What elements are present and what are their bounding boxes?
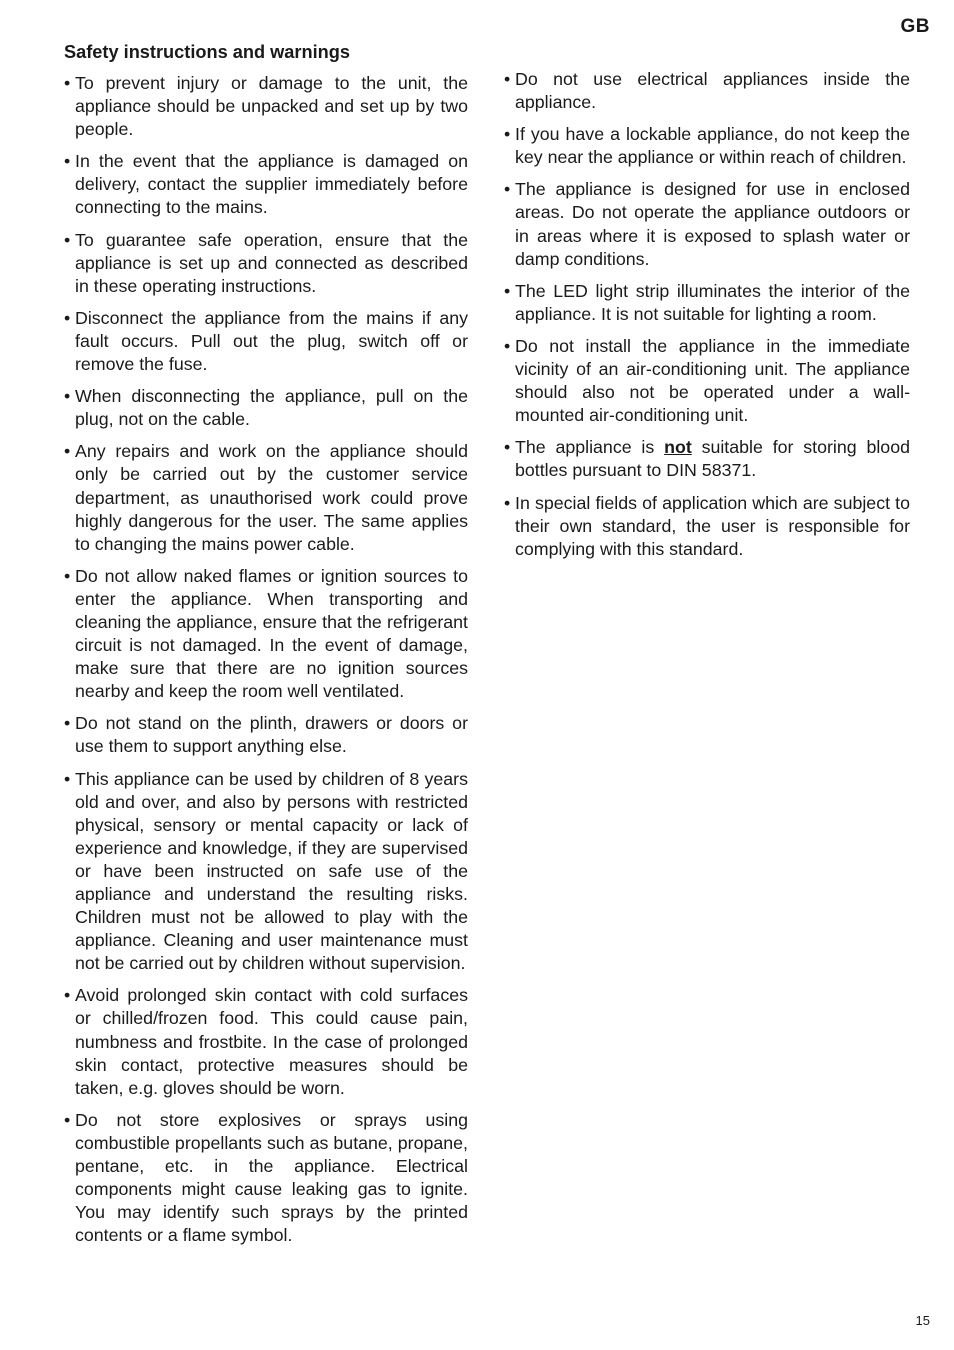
list-item: • To guarantee safe operation, ensure that the appliance is set up and connected as described in these operating instructions. (64, 229, 468, 298)
list-item: • Do not install the appliance in the immediate vicinity of an air-conditioning unit. The appliance should also not be operated under a wall-mounted air-conditioning unit. (504, 335, 910, 427)
list-item: • Avoid prolonged skin contact with cold surfaces or chilled/frozen food. This could cause pain, numbness and frostbite. In the case of prolonged skin contact, protective measures should be taken, e.g. gloves should be worn. (64, 984, 468, 1099)
list-item: • Disconnect the appliance from the mains if any fault occurs. Pull out the plug, switch off or remove the fuse. (64, 307, 468, 376)
list-item: • When disconnecting the appliance, pull on the plug, not on the cable. (64, 385, 468, 431)
section-title: Safety instructions and warnings (64, 42, 351, 62)
list-item: • This appliance can be used by children of 8 years old and over, and also by persons with restricted physical, sensory or mental capacity or lack of experience and knowledge, if they are supervised or have been instructed on safe use of the appliance and understand the resulting risks. Children must not be allowed to play with the appliance. Cleaning and user maintenance must not be carried out by children without supervision. (64, 768, 468, 976)
list-item: • Any repairs and work on the appliance should only be carried out by the customer service department, as unauthorised work could prove highly dangerous for the user. The same applies to changing the mains power cable. (64, 440, 468, 555)
list-item: • Do not store explosives or sprays using combustible propellants such as butane, propane, pentane, etc. in the appliance. Electrical components might cause leaking gas to ignite. You may identify such sprays by the printed contents or a flame symbol. (64, 1109, 468, 1248)
right-bullet-list (504, 68, 910, 561)
left-bullet-list (64, 72, 468, 1247)
list-item: • In special fields of application which are subject to their own standard, the user is responsible for complying with this standard. (504, 492, 910, 561)
page-number: 15 (915, 1313, 930, 1328)
list-item-blood-bottles (504, 436, 910, 482)
list-item: • Do not stand on the plinth, drawers or doors or use them to support anything else. (64, 712, 468, 758)
right-column (504, 68, 910, 570)
list-item: • To prevent injury or damage to the unit, the appliance should be unpacked and set up by two people. (64, 72, 468, 141)
list-item: • The LED light strip illuminates the interior of the appliance. It is not suitable for lighting a room. (504, 280, 910, 326)
list-item: • Do not use electrical appliances inside the appliance. (504, 68, 910, 114)
blood-item-before: The appliance is (515, 437, 665, 458)
list-item: • The appliance is designed for use in enclosed areas. Do not operate the appliance outdoors or in areas where it is exposed to splash water or damp conditions. (504, 178, 910, 270)
emphasis-not: not (664, 437, 692, 458)
list-item: • In the event that the appliance is damaged on delivery, contact the supplier immediately before connecting to the mains. (64, 150, 468, 219)
left-column (64, 40, 468, 1256)
language-tag: GB (900, 16, 930, 37)
list-item: • Do not allow naked flames or ignition sources to enter the appliance. When transporting and cleaning the appliance, ensure that the refrigerant circuit is not damaged. In the event of damage, make sure that there are no ignition sources nearby and keep the room well ventilated. (64, 565, 468, 704)
list-item: • If you have a lockable appliance, do not keep the key near the appliance or within reach of children. (504, 123, 910, 169)
blood-item-after: suitable for storing blood bottles pursuant to DIN 58371. (515, 437, 910, 481)
